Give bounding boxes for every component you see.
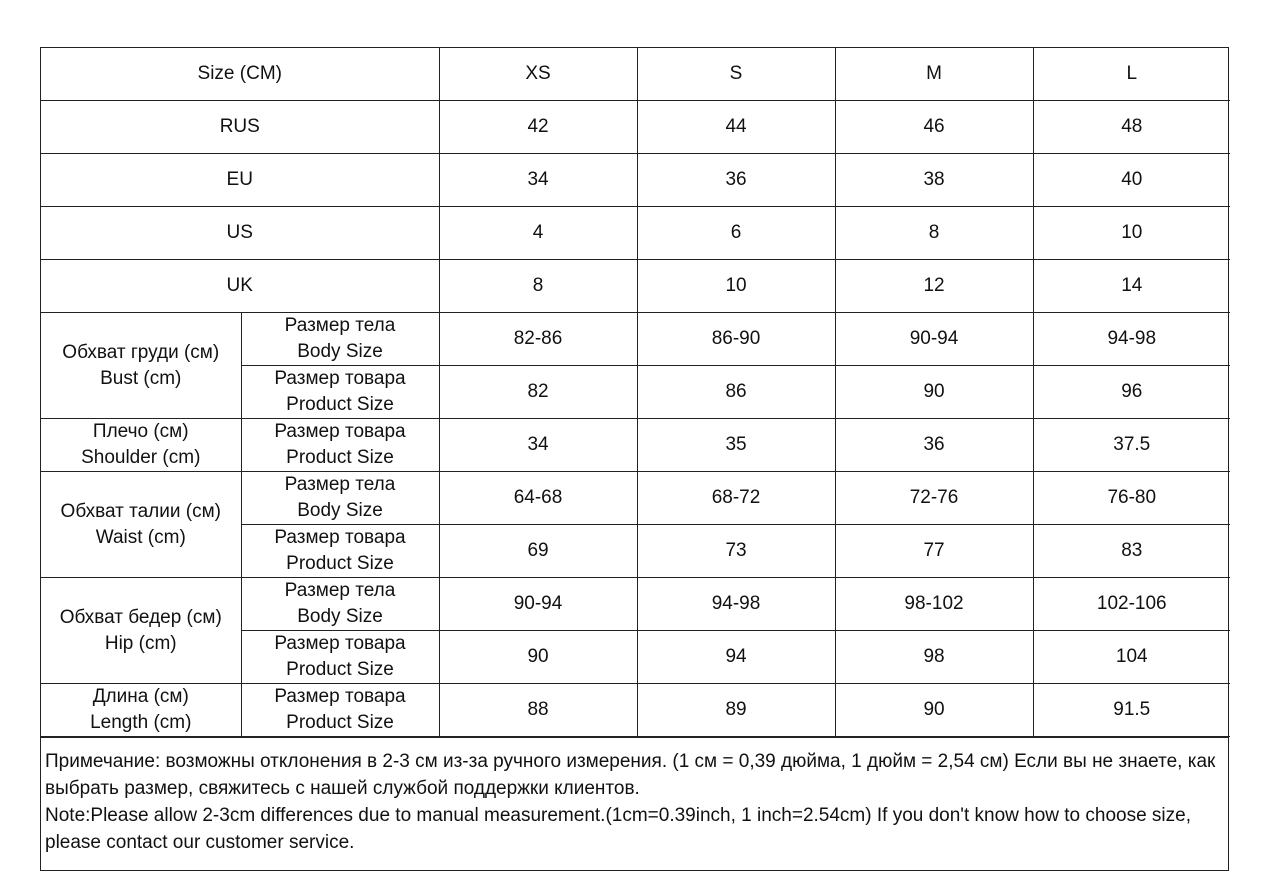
header-size-xs: XS	[439, 48, 637, 101]
size-value: 36	[835, 419, 1033, 472]
size-type-ru: Размер тела	[284, 580, 396, 601]
size-value: 8	[835, 207, 1033, 260]
size-value: 104	[1033, 631, 1230, 684]
measure-label-en: Hip (cm)	[104, 632, 177, 654]
size-value: 90-94	[439, 578, 637, 631]
table-row	[41, 207, 1230, 260]
size-value: 14	[1033, 260, 1230, 313]
size-type	[241, 313, 439, 366]
measure-label-en: Shoulder (cm)	[81, 447, 201, 468]
size-type-ru: Размер товара	[274, 368, 406, 389]
size-value: 34	[439, 154, 637, 207]
size-type-ru: Размер товара	[274, 527, 406, 548]
size-value: 83	[1033, 525, 1230, 578]
size-type-en: Body Size	[297, 606, 383, 627]
size-type	[241, 472, 439, 525]
size-value: 82	[439, 366, 637, 419]
table-row	[41, 684, 1230, 737]
size-value: 40	[1033, 154, 1230, 207]
size-value: 72-76	[835, 472, 1033, 525]
table-row	[41, 154, 1230, 207]
measure-label-ru: Обхват талии (см)	[60, 500, 221, 522]
note-block	[41, 737, 1228, 870]
size-type	[241, 419, 439, 472]
table-row	[41, 101, 1230, 154]
size-value: 86-90	[637, 313, 835, 366]
measure-label	[41, 578, 241, 684]
size-value: 94-98	[1033, 313, 1230, 366]
size-value: 90	[835, 366, 1033, 419]
size-value: 68-72	[637, 472, 835, 525]
size-type	[241, 631, 439, 684]
note-russian: Примечание: возможны отклонения в 2-3 см из-за ручного измерения. (1 см = 0,39 дюйма, 1 дюйм = 2,54 см) Если вы не знаете, как выбрать размер, свяжитесь с нашей службой поддержки клиентов.	[45, 751, 1216, 799]
size-value: 76-80	[1033, 472, 1230, 525]
size-value: 94	[637, 631, 835, 684]
size-type-ru: Размер тела	[284, 474, 396, 495]
header-size-m: M	[835, 48, 1033, 101]
size-type-ru: Размер тела	[284, 315, 396, 336]
size-type-en: Product Size	[286, 394, 394, 415]
size-value: 36	[637, 154, 835, 207]
measure-label-en: Length (cm)	[90, 712, 192, 733]
measure-label	[41, 313, 241, 419]
measure-label	[41, 684, 241, 737]
size-value: 102-106	[1033, 578, 1230, 631]
size-value: 98-102	[835, 578, 1033, 631]
size-chart	[40, 47, 1229, 871]
measure-label	[41, 419, 241, 472]
measure-label-ru: Обхват бедер (см)	[59, 606, 222, 628]
table-row	[41, 472, 1230, 525]
table-row	[41, 313, 1230, 366]
size-value: 90	[835, 684, 1033, 737]
size-value: 12	[835, 260, 1033, 313]
size-value: 73	[637, 525, 835, 578]
size-value: 82-86	[439, 313, 637, 366]
size-value: 10	[637, 260, 835, 313]
size-value: 44	[637, 101, 835, 154]
size-value: 6	[637, 207, 835, 260]
size-type-ru: Размер товара	[274, 633, 406, 654]
size-table	[41, 48, 1230, 737]
size-value: 35	[637, 419, 835, 472]
size-value: 10	[1033, 207, 1230, 260]
header-label: Size (CM)	[41, 48, 439, 101]
size-value: 38	[835, 154, 1033, 207]
size-table-body	[41, 48, 1230, 737]
row-label: EU	[41, 154, 439, 207]
row-label: RUS	[41, 101, 439, 154]
size-type-en: Product Size	[286, 712, 394, 733]
size-value: 69	[439, 525, 637, 578]
size-value: 88	[439, 684, 637, 737]
size-value: 42	[439, 101, 637, 154]
header-size-l: L	[1033, 48, 1230, 101]
table-row	[41, 578, 1230, 631]
row-label: US	[41, 207, 439, 260]
size-type	[241, 366, 439, 419]
size-value: 48	[1033, 101, 1230, 154]
size-value: 8	[439, 260, 637, 313]
size-value: 91.5	[1033, 684, 1230, 737]
measure-label-ru: Длина (см)	[92, 686, 189, 707]
measure-label-ru: Плечо (см)	[92, 421, 189, 442]
size-type-en: Body Size	[297, 341, 383, 362]
size-type-en: Product Size	[286, 553, 394, 574]
size-type	[241, 578, 439, 631]
size-value: 86	[637, 366, 835, 419]
header-size-s: S	[637, 48, 835, 101]
size-value: 94-98	[637, 578, 835, 631]
size-value: 90	[439, 631, 637, 684]
size-value: 96	[1033, 366, 1230, 419]
row-label: UK	[41, 260, 439, 313]
size-type-en: Product Size	[286, 659, 394, 680]
size-value: 64-68	[439, 472, 637, 525]
note-english: Note:Please allow 2-3cm differences due to manual measurement.(1cm=0.39inch, 1 inch=2.54cm) If you don't know how to choose size, please contact our customer service.	[45, 805, 1192, 853]
size-value: 89	[637, 684, 835, 737]
measure-label-en: Waist (cm)	[95, 526, 186, 548]
header-row	[41, 48, 1230, 101]
size-value: 98	[835, 631, 1033, 684]
size-value: 90-94	[835, 313, 1033, 366]
measure-label	[41, 472, 241, 578]
size-type-ru: Размер товара	[274, 421, 406, 442]
measure-label-ru: Обхват груди (см)	[62, 341, 220, 363]
size-type	[241, 684, 439, 737]
measure-label-en: Bust (cm)	[100, 367, 182, 389]
size-value: 4	[439, 207, 637, 260]
size-type-en: Body Size	[297, 500, 383, 521]
size-value: 37.5	[1033, 419, 1230, 472]
size-value: 34	[439, 419, 637, 472]
size-type-en: Product Size	[286, 447, 394, 468]
size-value: 77	[835, 525, 1033, 578]
size-value: 46	[835, 101, 1033, 154]
table-row	[41, 419, 1230, 472]
size-type	[241, 525, 439, 578]
size-type-ru: Размер товара	[274, 686, 406, 707]
table-row	[41, 260, 1230, 313]
